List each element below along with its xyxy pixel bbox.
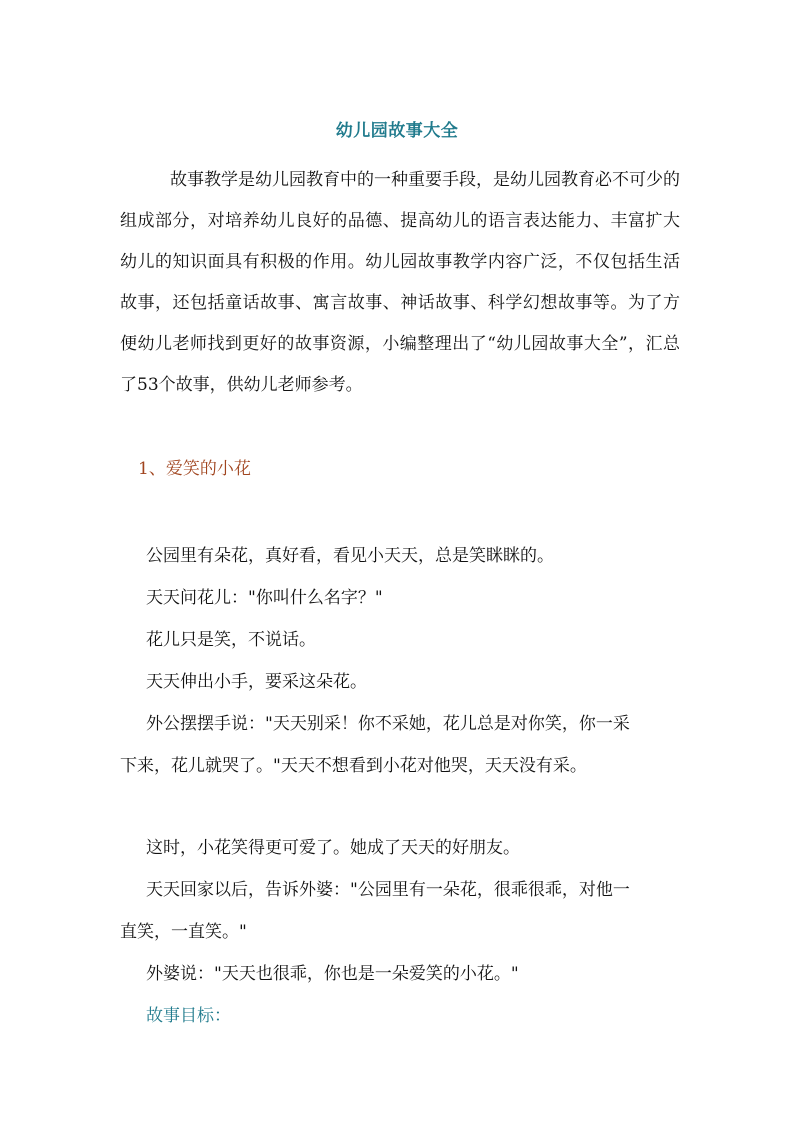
story-line: 公园里有朵花，真好看，看见小天天，总是笑眯眯的。 xyxy=(146,546,554,566)
story-line: 天天伸出小手，要采这朵花。 xyxy=(146,672,367,692)
story-line: 花儿只是笑，不说话。 xyxy=(146,630,316,650)
story-line: 下来，花儿就哭了。"天天不想看到小花对他哭，天天没有采。 xyxy=(120,756,587,776)
story-line: 这时，小花笑得更可爱了。她成了天天的好朋友。 xyxy=(146,838,520,858)
story-line: 天天回家以后，告诉外婆："公园里有一朵花，很乖很乖，对他一 xyxy=(146,880,630,900)
section-heading: 1、爱笑的小花 xyxy=(138,459,251,479)
story-line: 外婆说："天天也很乖，你也是一朵爱笑的小花。" xyxy=(146,964,519,984)
story-line: 直笑，一直笑。" xyxy=(120,922,247,942)
document-title: 幼儿园故事大全 xyxy=(335,121,459,141)
story-line: 外公摆摆手说："天天别采！你不采她，花儿总是对你笑，你一采 xyxy=(146,714,630,734)
intro-text: 故事教学是幼儿园教育中的一种重要手段，是幼儿园教育必不可少的组成部分，对培养幼儿良好的品德、提高幼儿的语言表达能力、丰富扩大幼儿的知识面具有积极的作用。幼儿园故事教学内容广泛，不仅包括生活故事，还包括童话故事、寓言故事、神话故事、科学幻想故事等。为了方便幼儿老师找到更好的故事资源，小编整理出了“幼儿园故事大全”，汇总了53个故事，供幼儿老师参考。 xyxy=(120,170,680,395)
story-goal-heading: 故事目标： xyxy=(146,1006,231,1026)
story-line: 天天问花儿："你叫什么名字？" xyxy=(146,588,383,608)
intro-paragraph xyxy=(120,160,680,406)
